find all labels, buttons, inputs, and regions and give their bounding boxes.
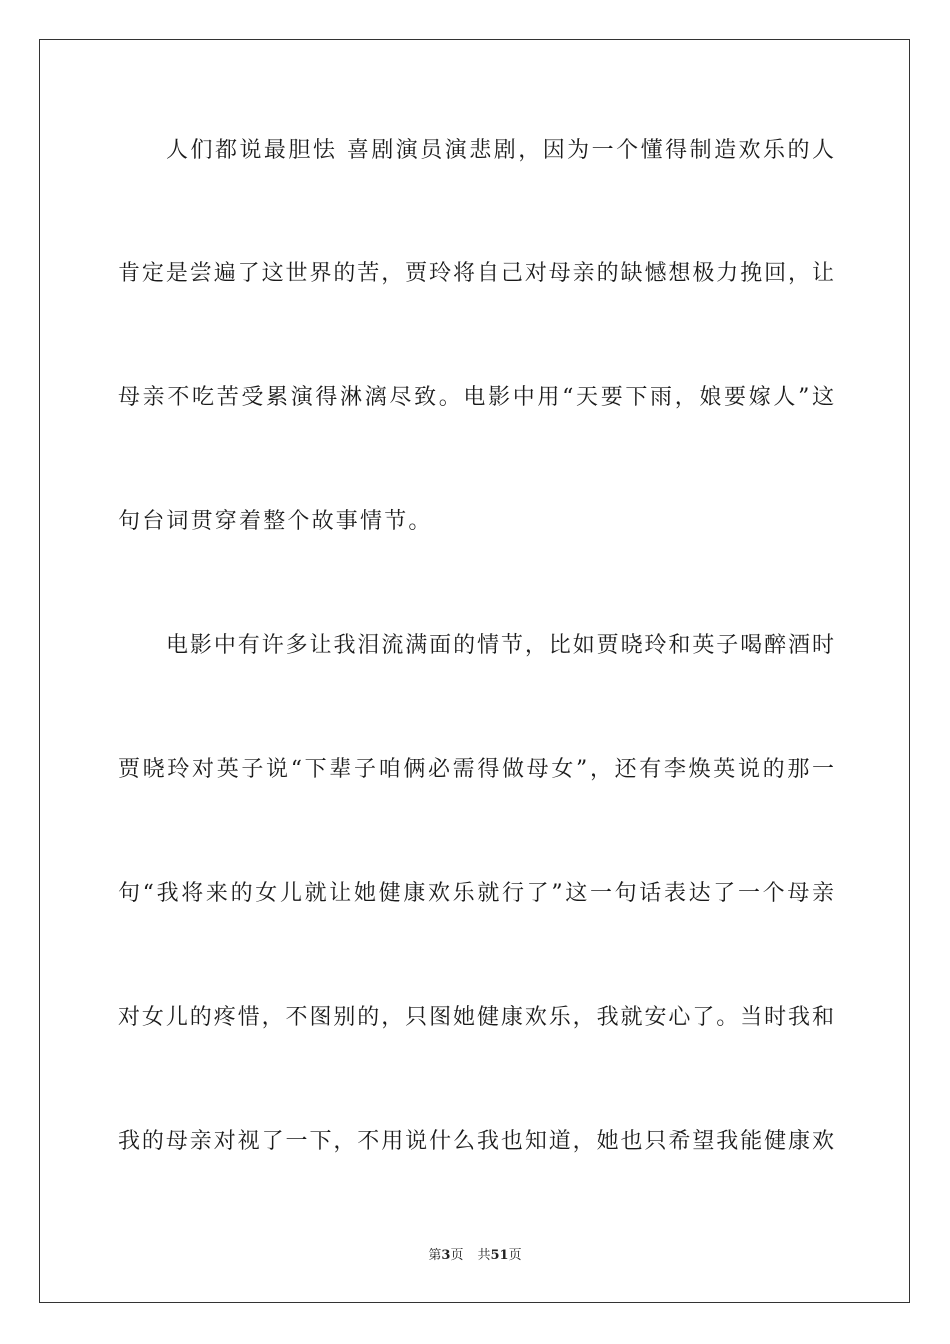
paragraph-line-4: 句台词贯穿着整个故事情节。 <box>118 509 433 534</box>
page-footer <box>0 1247 950 1265</box>
total-pages: 51 <box>490 1248 509 1263</box>
paragraph-line-6: 贾晓玲对英子说“下辈子咱俩必需得做母女”，还有李焕英说的那一 <box>118 757 834 782</box>
page-suffix: 页 <box>450 1248 464 1263</box>
paragraph-line-1: 人们都说最胆怯 喜剧演员演悲剧，因为一个懂得制造欢乐的人 <box>166 138 834 163</box>
paragraph-line-3: 母亲不吃苦受累演得淋漓尽致。电影中用“天要下雨，娘要嫁人”这 <box>118 385 834 410</box>
page-prefix: 第 <box>428 1248 442 1263</box>
total-prefix: 共 <box>477 1248 491 1263</box>
paragraph-line-8: 对女儿的疼惜，不图别的，只图她健康欢乐，我就安心了。当时我和 <box>118 1005 834 1030</box>
page-frame <box>39 39 910 1303</box>
paragraph-line-2: 肯定是尝遍了这世界的苦，贾玲将自己对母亲的缺憾想极力挽回，让 <box>118 261 834 286</box>
page-number: 3 <box>441 1248 451 1263</box>
total-suffix: 页 <box>508 1248 522 1263</box>
paragraph-line-5: 电影中有许多让我泪流满面的情节，比如贾晓玲和英子喝醉酒时 <box>166 633 834 658</box>
paragraph-line-7: 句“我将来的女儿就让她健康欢乐就行了”这一句话表达了一个母亲 <box>118 881 834 906</box>
paragraph-line-9: 我的母亲对视了一下，不用说什么我也知道，她也只希望我能健康欢 <box>118 1129 834 1154</box>
